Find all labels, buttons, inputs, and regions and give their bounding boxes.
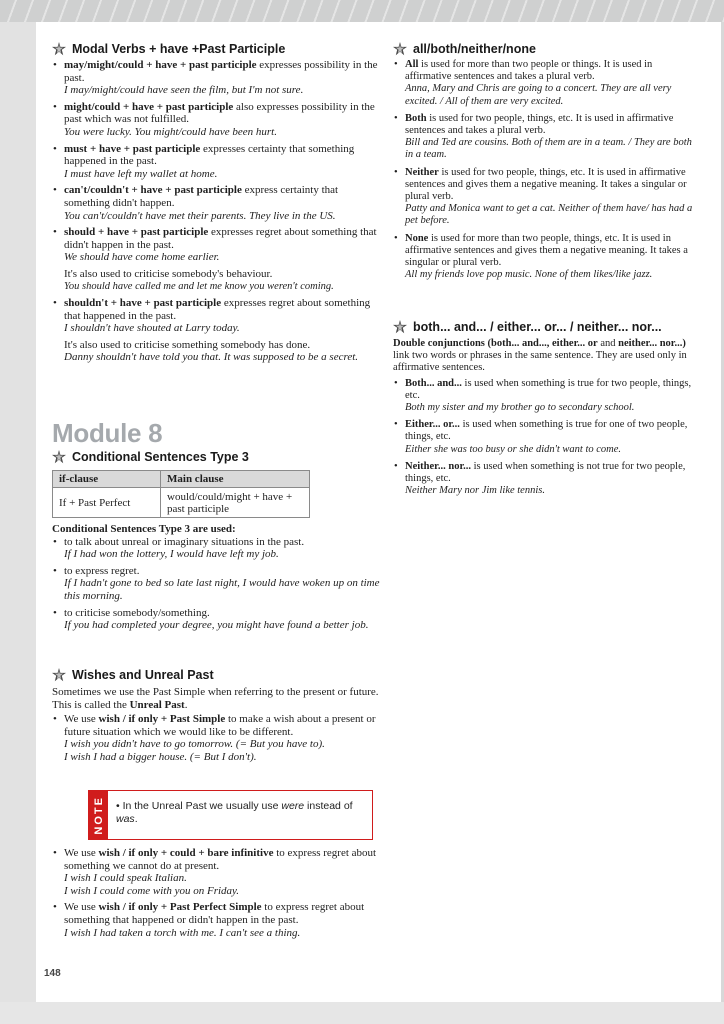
- conditional-use-3: • to criticise somebody/something. If you had completed your degree, you might have found a better job.: [52, 607, 380, 632]
- table-header-main: Main clause: [161, 471, 310, 488]
- modal-item-5-extra-example: You should have called me and let me know you weren't coming.: [64, 280, 334, 292]
- wishes-item-1: • We use wish / if only + Past Simple to make a wish about a present or future situation which we would like to be different. I wish you didn't have to go tomorrow. (= But you have to). I wish I had a bigger house. (= But I don't).: [52, 713, 380, 763]
- all-both-heading: [393, 42, 701, 56]
- left-column: [52, 42, 380, 364]
- both-and-item: • Both... and... is used when something is true for two people, things, etc. Both my sister and my brother go to secondary school.: [393, 378, 701, 415]
- note-box: [88, 790, 373, 840]
- neither-item: • Neither is used for two people, things, etc. It is used in affirmative sentences and gives them a negative meaning. It takes a singular or plural verb. Patty and Monica want to get a cat. Neither of them have/ has had a pet before.: [393, 167, 701, 228]
- double-conjunctions-heading: [393, 320, 701, 334]
- bottom-border-band: [0, 1002, 724, 1024]
- modal-item-5: • should + have + past participle expresses regret about something that didn't happen in the past. We should have come home earlier. It's also used to criticise somebody's behaviour. You should have called me and let me know you weren't coming.: [52, 226, 380, 293]
- conditional-title: Conditional Sentences Type 3: [72, 450, 249, 464]
- conditional-section: [52, 450, 380, 632]
- wishes-item-2: • We use wish / if only + could + bare infinitive to express regret about something we cannot do at present. I wish I could speak Italian. I wish I could come with you on Friday.: [52, 847, 380, 897]
- both-item: • Both is used for two people, things, etc. It is used in affirmative sentences and takes a plural verb. Bill and Ted are cousins. Both of them are in a team. / They are both in a team.: [393, 113, 701, 162]
- double-conjunctions-intro: Double conjunctions (both... and..., either... or and neither... nor...) link two words or phrases in the same sentence. They are used only in affirmative sentences.: [393, 338, 687, 374]
- modal-item-1: • may/might/could + have + past participle expresses possibility in the past. I may/might/could have seen the film, but I'm not sure.: [52, 59, 380, 97]
- star-icon: [52, 668, 66, 682]
- star-icon: [393, 42, 407, 56]
- wishes-section-2: [52, 847, 380, 939]
- wishes-heading: [52, 668, 380, 682]
- conditional-used-label: Conditional Sentences Type 3 are used:: [52, 523, 236, 535]
- wishes-list-2: [52, 847, 380, 939]
- modal-item-5-extra: It's also used to criticise somebody's behaviour.: [64, 267, 273, 280]
- either-or-item: • Either... or... is used when something is true for one of two people, things, etc. Either she was too busy or she didn't want to come.: [393, 419, 701, 456]
- note-text: • In the Unreal Past we usually use were instead of was.: [116, 800, 353, 825]
- right-column: [393, 42, 701, 281]
- double-conjunctions-title: both... and... / either... or... / neither... nor...: [413, 320, 662, 334]
- top-border-band: [0, 0, 724, 22]
- wishes-section: [52, 668, 380, 764]
- table-cell-main: would/could/might + have + past participle: [161, 488, 310, 518]
- module-section: [52, 418, 380, 449]
- none-item: • None is used for more than two people, things, etc. It is used in affirmative sentences and gives them a negative meaning. It takes a singular or plural verb. All my friends love pop music. None of them likes/like jazz.: [393, 233, 701, 282]
- star-icon: [52, 450, 66, 464]
- all-item: • All is used for more than two people or things. It is used in affirmative sentences and takes a plural verb. Anna, Mary and Chris are going to a concert. They are all very excited. / All of them are very excited.: [393, 59, 701, 108]
- star-icon: [393, 320, 407, 334]
- all-both-list: [393, 59, 701, 281]
- wishes-title: Wishes and Unreal Past: [72, 668, 214, 682]
- wishes-list-1: [52, 713, 380, 763]
- modal-verbs-title: Modal Verbs + have +Past Participle: [72, 42, 286, 56]
- star-icon: [52, 42, 66, 56]
- conditional-use-2: • to express regret. If I hadn't gone to bed so late last night, I would have woken up on time this morning.: [52, 565, 380, 603]
- wishes-intro: Sometimes we use the Past Simple when referring to the present or future. This is called the Unreal Past.: [52, 686, 379, 711]
- note-tab: NOTE: [89, 791, 108, 839]
- neither-nor-item: • Neither... nor... is used when something is not true for two people, things, etc. Neither Mary nor Jim like tennis.: [393, 461, 701, 498]
- modal-item-6-extra: It's also used to criticise something somebody has done.: [64, 338, 311, 351]
- page-number: 148: [44, 968, 61, 979]
- modal-item-2: • might/could + have + past participle also expresses possibility in the past which was not fulfilled. You were lucky. You might/could have been hurt.: [52, 101, 380, 139]
- modal-item-6: • shouldn't + have + past participle expresses regret about something that happened in the past. I shouldn't have shouted at Larry today. It's also used to criticise something somebody has done. Danny shouldn't have told you that. It was supposed to be a secret.: [52, 297, 380, 364]
- module-title: Module 8: [52, 418, 163, 448]
- conditional-use-1: • to talk about unreal or imaginary situations in the past. If I had won the lottery, I would have left my job.: [52, 536, 380, 561]
- table-cell-if: If + Past Perfect: [53, 488, 161, 518]
- table-header-if: if-clause: [53, 471, 161, 488]
- modal-item-3: • must + have + past participle expresses certainty that something happened in the past. I must have left my wallet at home.: [52, 143, 380, 181]
- modal-item-6-extra-example: Danny shouldn't have told you that. It was supposed to be a secret.: [64, 351, 359, 364]
- left-margin-band: [0, 22, 36, 1024]
- double-conjunctions-list: [393, 378, 701, 498]
- double-conjunctions-section: [393, 320, 701, 497]
- modal-verbs-list: [52, 59, 380, 364]
- conditional-heading: [52, 450, 380, 464]
- modal-verbs-heading: [52, 42, 380, 56]
- all-both-title: all/both/neither/none: [413, 42, 536, 56]
- modal-item-4: • can't/couldn't + have + past participle express certainty that something didn't happen. You can't/couldn't have met their parents. They live in the US.: [52, 184, 380, 222]
- conditional-table: [52, 470, 310, 518]
- wishes-item-3: • We use wish / if only + Past Perfect Simple to express regret about something that happened or didn't happen in the past. I wish I had taken a torch with me. I can't see a thing.: [52, 901, 380, 939]
- conditional-uses-list: [52, 536, 380, 632]
